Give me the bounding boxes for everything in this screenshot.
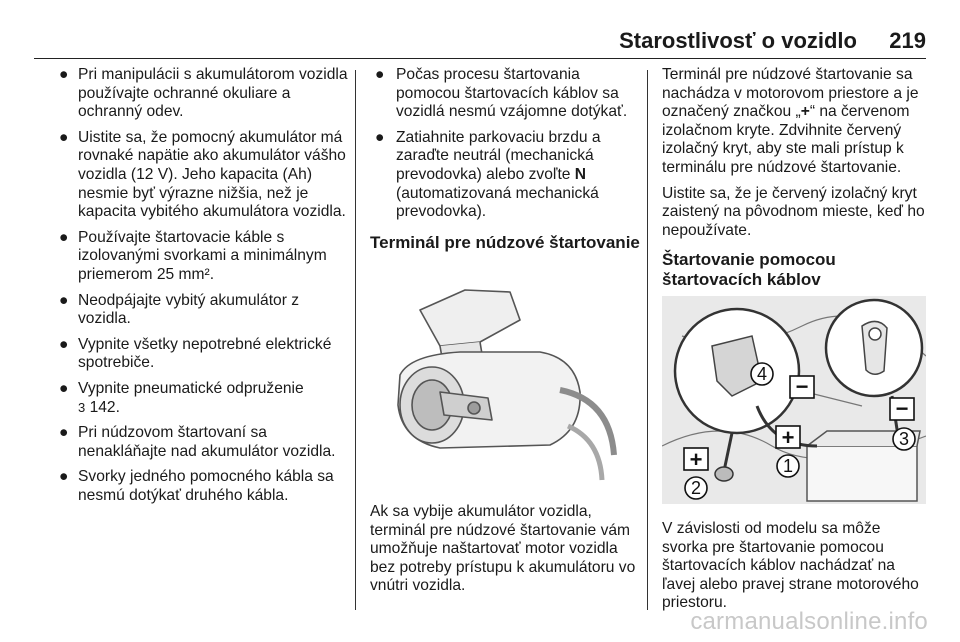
list-item: ● Vypnite všetky nepotrebné elektrické spotrebiče. [59,335,332,372]
callout-1: 1 [782,456,794,476]
bullet-icon: ● [59,128,69,146]
list-item: ● Zatiahnite parkovaciu brzdu a zaraďte neutrál (mechanická prevodovka) alebo zvoľte N (automatizovaná mechanická prevodovka). [375,128,601,221]
column-middle-caption [370,503,640,603]
bullet-icon: ● [59,228,69,246]
plus-label-1: + [781,425,795,450]
jump-start-cables-illustration [662,296,926,504]
terminal-paragraph: Terminál pre núdzové štartovanie sa nachádza v motorovom priestore a je označený značkou „+“ na červenom izolačnom kryte. Zdvihnite červený izolačný kryt, aby ste mali prístup k terminálu pre núdzové štartovanie. [662,66,919,176]
page-reference[interactable]: 142. [89,398,120,416]
page-header [0,24,960,64]
bullet-icon: ● [375,66,385,83]
header-rule [34,58,926,59]
bullet-icon: ● [59,424,69,442]
column-divider-2 [647,70,648,610]
column-right [662,66,927,290]
jump-start-terminal-illustration [370,280,634,488]
bullet-icon: ● [59,468,69,486]
callout-4: 4 [756,364,768,384]
plus-symbol-icon: + [800,103,810,121]
minus-label-2: − [895,396,909,421]
list-item: ● Pri núdzovom štartovaní sa nenakláňajte nad akumulátor vozidla. [59,424,336,460]
list-item: ● Uistite sa, že pomocný akumulátor má rovnaké napätie ako akumulátor vášho vozidla (12 V). Jeho kapacita (Ah) nesmie byť výrazne nižšia, než je kapacita vybitého akumulátora vozidla. [59,128,346,221]
list-item: ● Počas procesu štartovania pomocou štartovacích káblov sa vozidlá nesmú vzájomne dotýkať. [375,66,628,121]
watermark: carmanualsonline.info [690,608,928,635]
list-item: ● Používajte štartovacie káble s izolovanými svorkami a minimálnym priemerom 25 mm². [59,228,327,283]
terminal-cover-drawing [370,280,634,488]
section-heading: Štartovanie pomocou štartovacích káblov [662,250,836,290]
bullet-icon: ● [59,66,69,83]
section-heading: Terminál pre núdzové štartovanie [370,232,640,252]
column-divider-1 [355,70,356,610]
callout-2: 2 [690,478,702,498]
list-item: ● Neodpájajte vybitý akumulátor z vozidla. [59,291,300,328]
engine-bay-drawing [662,296,926,504]
list-item: ● Svorky jedného pomocného kábla sa nesmú dotýkať druhého kábla. [59,468,334,504]
terminal-caption: Ak sa vybije akumulátor vozidla, terminál pre núdzové štartovanie vám umožňuje naštartovať motor vozidla bez potreby prístupu k akumulátoru vo vnútri vozidla. [370,503,636,595]
bullet-list-left [59,66,353,505]
cables-caption: V závislosti od modelu sa môže svorka pre štartovanie pomocou štartovacích káblov nachádzať na ľavej alebo pravej strane motorového priestoru. [662,520,919,612]
page-number: 219 [889,28,926,53]
bullet-icon: ● [59,291,69,309]
minus-label-1: − [795,374,809,399]
bullet-icon: ● [375,128,385,146]
cover-paragraph: Uistite sa, že je červený izolačný kryt zaistený na pôvodnom mieste, keď ho nepoužívate. [662,184,925,239]
gear-letter: N [574,165,587,183]
column-left [59,66,353,512]
list-item: ● Vypnite pneumatické odpruženie 3 142. [59,379,304,416]
column-right-caption [662,520,927,620]
callout-3: 3 [898,429,910,449]
bullet-icon: ● [59,379,69,397]
bullet-list-middle [370,66,640,222]
bullet-icon: ● [59,335,69,353]
page-title: Starostlivosť o vozidlo [619,28,857,53]
plus-label-2: + [689,447,703,472]
list-item: ● Pri manipulácii s akumulátorom vozidla používajte ochranné okuliare a ochranný odev. [59,66,348,121]
column-middle [370,66,640,253]
page-reference-arrow-icon: 3 [78,399,86,415]
